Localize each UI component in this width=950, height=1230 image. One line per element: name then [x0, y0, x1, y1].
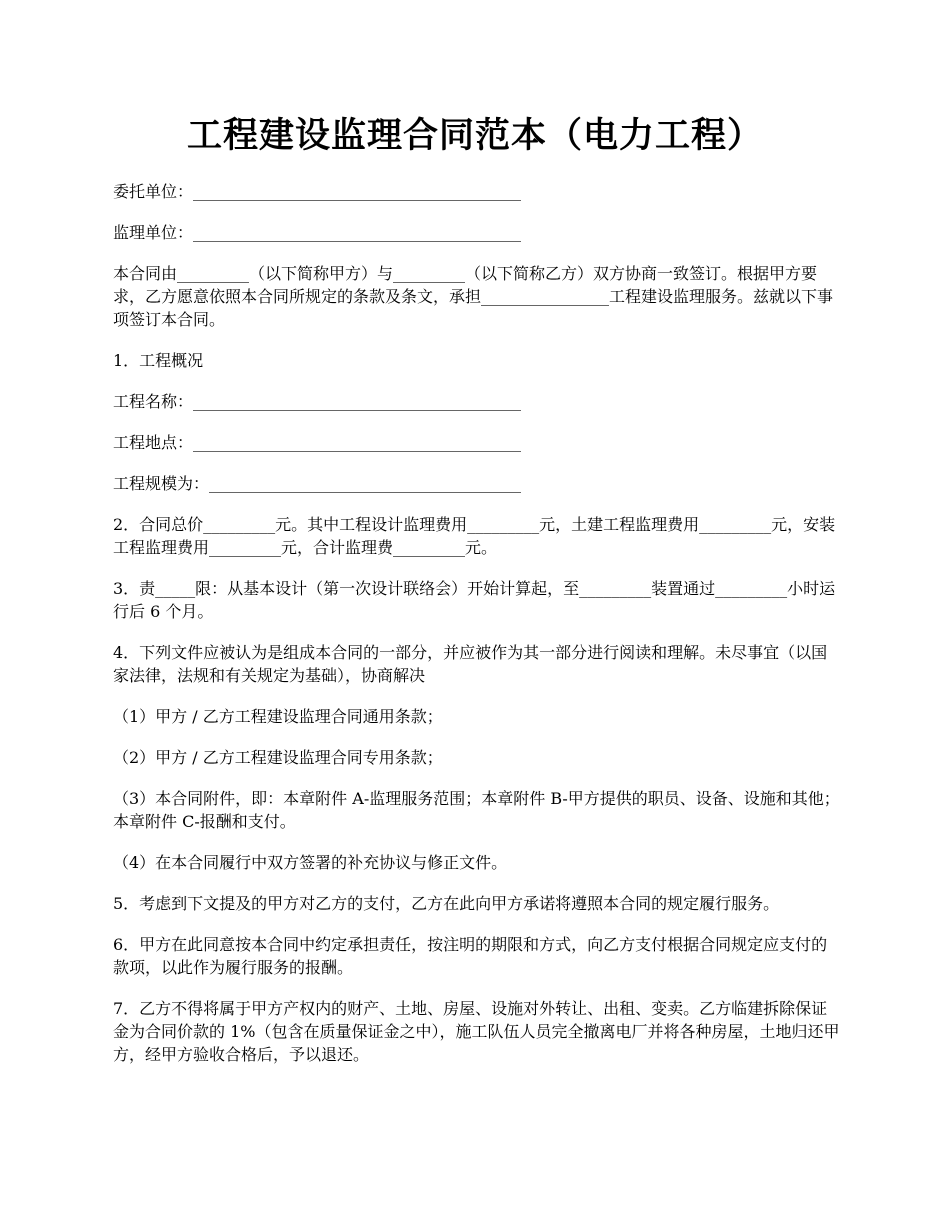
- section-2-paragraph: 2．合同总价_________元。其中工程设计监理费用_________元，土建工程监理费用_________元，安装工程监理费用_________元，合计监理费_________元。: [113, 515, 836, 557]
- section-4-paragraph: 4．下列文件应被认为是组成本合同的一部分，并应被作为其一部分进行阅读和理解。未尽事宜（以国家法律，法规和有关规定为基础），协商解决: [113, 643, 828, 685]
- section-4-item-2: （2）甲方 / 乙方工程建设监理合同专用条款；: [113, 748, 443, 767]
- project-scale-line: 工程规模为：_______________________________________: [113, 474, 522, 493]
- section-4-item-1: （1）甲方 / 乙方工程建设监理合同通用条款；: [113, 707, 443, 726]
- section-5-paragraph: 5．考虑到下文提及的甲方对乙方的支付，乙方在此向甲方承诺将遵照本合同的规定履行服务。: [113, 894, 780, 913]
- project-name-line: 工程名称：_________________________________________: [113, 392, 522, 411]
- section-4-item-4: （4）在本合同履行中双方签署的补充协议与修正文件。: [113, 853, 508, 872]
- section-4-item-3: （3）本合同附件，即：本章附件 A-监理服务范围；本章附件 B-甲方提供的职员、设备、设施和其他；本章附件 C-报酬和支付。: [113, 789, 840, 831]
- section-3-paragraph: 3．责_____限：从基本设计（第一次设计联络会）开始计算起，至_________装置通过_________小时运行后 6 个月。: [113, 579, 836, 621]
- document-title: 工程建设监理合同范本（电力工程）: [186, 115, 763, 156]
- section-6-paragraph: 6．甲方在此同意按本合同中约定承担责任，按注明的期限和方式，向乙方支付根据合同规定应支付的款项，以此作为履行服务的报酬。: [113, 935, 828, 977]
- intro-paragraph: 本合同由_________（以下简称甲方）与_________（以下简称乙方）双方协商一致签订。根据甲方要求，乙方愿意依照本合同所规定的条款及条文，承担________________工程建设监理服务。兹就以下事项签订本合同。: [113, 264, 834, 329]
- section-7-paragraph: 7．乙方不得将属于甲方产权内的财产、土地、房屋、设施对外转让、出租、变卖。乙方临建拆除保证金为合同价款的 1%（包含在质量保证金之中），施工队伍人员完全撤离电厂并将各种房屋，土地归还甲方，经甲方验收合格后，予以退还。: [113, 999, 840, 1064]
- supervision-unit-line: 监理单位：_________________________________________: [113, 223, 522, 242]
- client-unit-line: 委托单位：_________________________________________: [113, 182, 522, 201]
- document-body: [113, 180, 841, 1084]
- project-location-line: 工程地点：_________________________________________: [113, 433, 522, 452]
- section-1-heading: 1．工程概况: [113, 351, 204, 370]
